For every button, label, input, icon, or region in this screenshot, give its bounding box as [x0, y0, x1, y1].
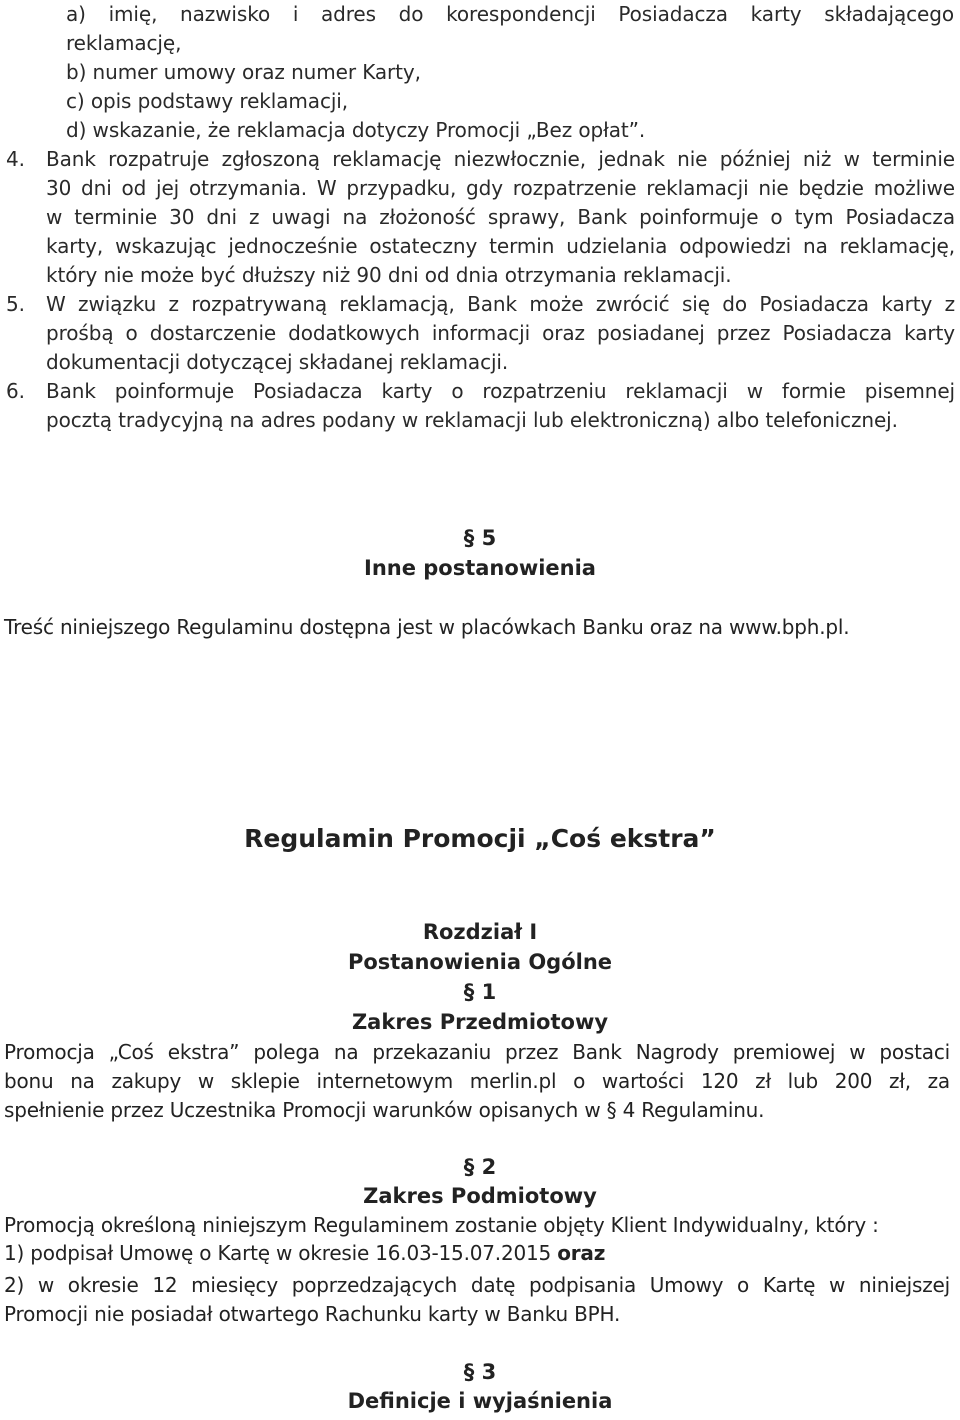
promo-title: Regulamin Promocji „Coś ekstra” [244, 824, 716, 853]
section-5-text: Treść niniejszego Regulaminu dostępna jest w placówkach Banku oraz na www.bph.pl. [4, 615, 850, 639]
section-2-number: § 2 [463, 1155, 497, 1179]
list-item-c: c) opis podstawy reklamacji, [66, 89, 349, 113]
section-2-item-1-text: 1) podpisał Umowę o Kartę w okresie 16.03-15.07.2015 [4, 1241, 552, 1265]
section-2-item-1-bold: oraz [557, 1241, 606, 1265]
section-2-item-2-line2: Promocji nie posiadał otwartego Rachunku karty w Banku BPH. [4, 1302, 621, 1326]
point-4-line4: karty, wskazując jednocześnie ostateczny termin udzielania odpowiedzi na reklamację, [46, 234, 955, 258]
list-item-b: b) numer umowy oraz numer Karty, [66, 60, 421, 84]
section-3-title: Definicje i wyjaśnienia [347, 1389, 613, 1413]
section-2-item-2-line1: 2) w okresie 12 miesięcy poprzedzających datę podpisania Umowy o Kartę w niniejszej [4, 1273, 950, 1297]
section-5-title: Inne postanowienia [364, 556, 596, 580]
section-1-line3: spełnienie przez Uczestnika Promocji warunków opisanych w § 4 Regulaminu. [4, 1098, 765, 1122]
section-2-title: Zakres Podmiotowy [363, 1184, 597, 1208]
point-4-line2: 30 dni od jej otrzymania. W przypadku, gdy rozpatrzenie reklamacji nie będzie możliwe [46, 176, 955, 200]
list-item-d: d) wskazanie, że reklamacja dotyczy Promocji „Bez opłat”. [66, 118, 646, 142]
point-6-line2: pocztą tradycyjną na adres podany w reklamacji lub elektroniczną) albo telefonicznej. [46, 408, 898, 432]
point-5-line1: W związku z rozpatrywaną reklamacją, Bank może zwrócić się do Posiadacza karty z [46, 292, 955, 316]
list-item-a-line2: reklamację, [66, 31, 182, 55]
section-2-item-1 [4, 1241, 605, 1265]
section-1-title: Zakres Przedmiotowy [351, 1010, 609, 1034]
section-1-line2: bonu na zakupy w sklepie internetowym merlin.pl o wartości 120 zł lub 200 zł, za [4, 1069, 950, 1093]
chapter-heading: Rozdział I [422, 920, 538, 944]
section-2-intro: Promocją określoną niniejszym Regulaminem zostanie objęty Klient Indywidualny, który : [4, 1213, 879, 1237]
point-4-line3: w terminie 30 dni z uwagi na złożoność sprawy, Bank poinformuje o tym Posiadacza [46, 205, 955, 229]
point-5-line3: dokumentacji dotyczącej składanej reklamacji. [46, 350, 509, 374]
point-4-number: 4. [6, 147, 25, 171]
point-5-line2: prośbą o dostarczenie dodatkowych informacji oraz posiadanej przez Posiadacza karty [46, 321, 955, 345]
point-4-line1: Bank rozpatruje zgłoszoną reklamację niezwłocznie, jednak nie później niż w terminie [46, 147, 955, 171]
section-1-line1: Promocja „Coś ekstra” polega na przekazaniu przez Bank Nagrody premiowej w postaci [4, 1040, 950, 1064]
point-6-number: 6. [6, 379, 25, 403]
point-4-line5: który nie może być dłuższy niż 90 dni od dnia otrzymania reklamacji. [46, 263, 732, 287]
section-3-number: § 3 [463, 1360, 497, 1384]
section-5-number: § 5 [463, 526, 497, 550]
section-1-number: § 1 [463, 980, 497, 1004]
chapter-title: Postanowienia Ogólne [347, 950, 613, 974]
point-5-number: 5. [6, 292, 25, 316]
point-6-line1: Bank poinformuje Posiadacza karty o rozpatrzeniu reklamacji w formie pisemnej [46, 379, 955, 403]
list-item-a-line1: a) imię, nazwisko i adres do korespondencji Posiadacza karty składającego [66, 2, 954, 26]
